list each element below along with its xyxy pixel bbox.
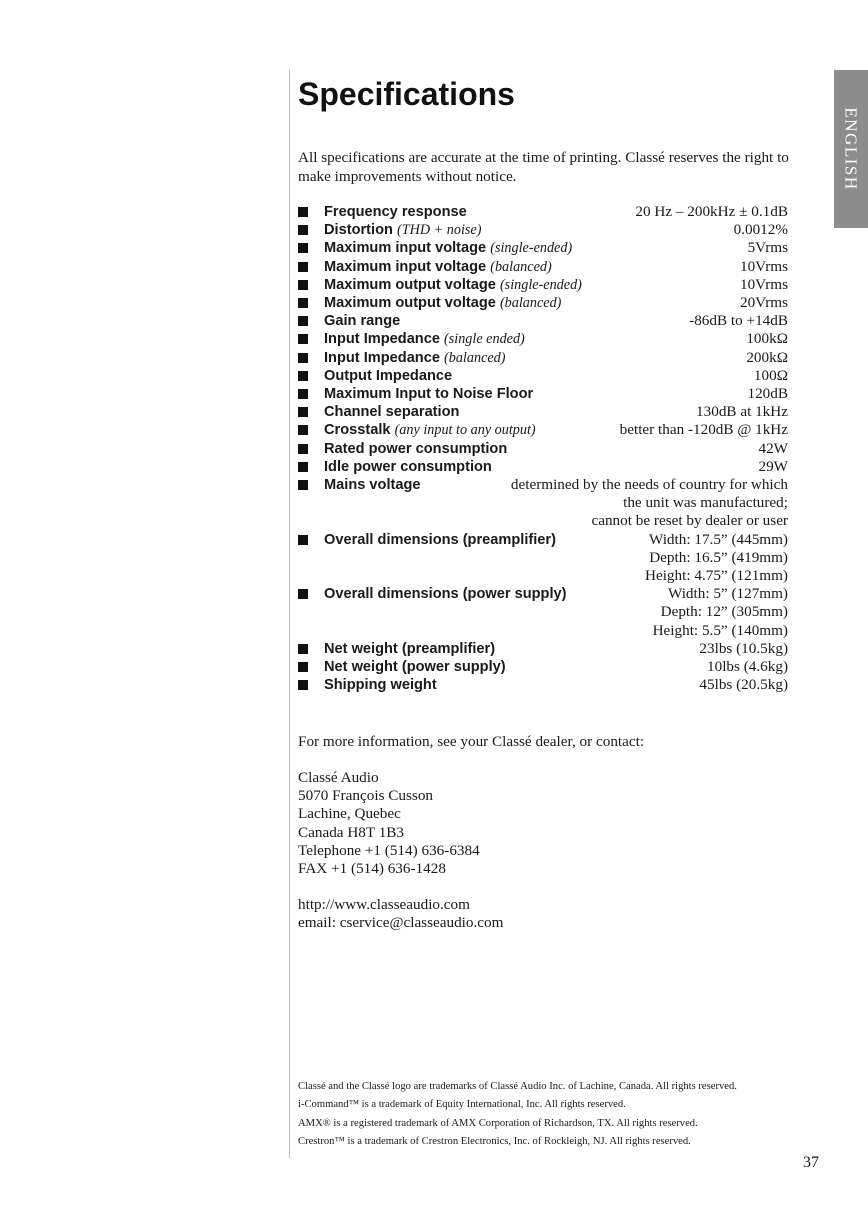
margin-rule xyxy=(289,70,290,1158)
spec-label-text: Distortion xyxy=(324,222,393,239)
spec-value-line: 10Vrms xyxy=(739,257,788,275)
spec-value-line: 20 Hz – 200kHz ± 0.1dB xyxy=(635,203,788,220)
address-line: Canada H8T 1B3 xyxy=(298,823,405,841)
spec-row xyxy=(298,676,788,694)
spec-qualifier: (single-ended) xyxy=(490,240,573,257)
spec-label-text: Maximum Input to Noise Floor xyxy=(324,386,534,403)
spec-row xyxy=(298,258,788,276)
spec-label xyxy=(324,531,556,549)
square-bullet-icon xyxy=(298,662,308,672)
spec-label-text: Maximum output voltage xyxy=(324,276,496,293)
spec-row xyxy=(298,531,788,586)
trademark-line: i-Command™ is a trademark of Equity International, Inc. All rights reserved. xyxy=(298,1099,626,1111)
spec-qualifier: (single ended) xyxy=(444,331,525,348)
address-line: Lachine, Quebec xyxy=(298,805,401,823)
intro-paragraph xyxy=(298,149,798,186)
spec-row xyxy=(298,349,788,367)
language-tab xyxy=(834,70,868,228)
spec-row xyxy=(298,440,788,458)
spec-label xyxy=(324,403,459,421)
square-bullet-icon xyxy=(298,280,308,290)
spec-label xyxy=(324,440,507,458)
spec-qualifier: (balanced) xyxy=(444,349,506,366)
spec-value-line: 100kΩ xyxy=(746,330,788,348)
page-number: 37 xyxy=(803,1154,819,1171)
trademark-line: Crestron™ is a trademark of Crestron Electronics, Inc. of Rockleigh, NJ. All rights reserved. xyxy=(298,1135,691,1147)
spec-value-line: Depth: 16.5” (419mm) xyxy=(649,548,788,566)
page-title: Specifications xyxy=(298,76,515,112)
spec-value-line: the unit was manufactured; xyxy=(623,494,788,512)
spec-row xyxy=(298,330,788,348)
spec-row xyxy=(298,367,788,385)
spec-row xyxy=(298,458,788,476)
spec-label-text: Maximum output voltage xyxy=(324,295,496,312)
square-bullet-icon xyxy=(298,262,308,272)
square-bullet-icon xyxy=(298,334,308,344)
spec-value-line: better than -120dB @ 1kHz xyxy=(619,421,788,439)
spec-label xyxy=(324,658,506,676)
square-bullet-icon xyxy=(298,444,308,454)
spec-row xyxy=(298,203,788,221)
address-block xyxy=(298,769,480,878)
spec-value-line: 20Vrms xyxy=(739,294,788,312)
spec-label xyxy=(324,367,452,385)
address-line: Telephone +1 (514) 636-6384 xyxy=(298,841,480,859)
spec-label-text: Net weight (preamplifier) xyxy=(324,640,496,657)
spec-label-text: Crosstalk xyxy=(324,422,391,439)
spec-label xyxy=(324,203,467,221)
spec-label xyxy=(324,276,582,294)
spec-label-text: Gain range xyxy=(324,313,401,330)
address-line: FAX +1 (514) 636-1428 xyxy=(298,860,446,878)
spec-value-line: 45lbs (20.5kg) xyxy=(699,676,788,694)
square-bullet-icon xyxy=(298,243,308,253)
square-bullet-icon xyxy=(298,298,308,308)
spec-list xyxy=(298,203,788,694)
spec-label-text: Overall dimensions (preamplifier) xyxy=(324,531,556,548)
spec-value-line: 5Vrms xyxy=(747,239,788,257)
spec-label-text: Maximum input voltage xyxy=(324,240,487,257)
spec-label-text: Input Impedance xyxy=(324,349,440,366)
spec-row xyxy=(298,640,788,658)
spec-row xyxy=(298,421,788,439)
spec-label xyxy=(324,640,495,658)
spec-row xyxy=(298,476,788,531)
spec-value-line: 29W xyxy=(758,457,788,475)
spec-qualifier: (balanced) xyxy=(490,258,552,275)
email-address: email: cservice@classeaudio.com xyxy=(298,914,504,932)
spec-row xyxy=(298,585,788,640)
intro-line: All specifications are accurate at the time of printing. Classé reserves the right to xyxy=(298,149,789,166)
spec-value-line: determined by the needs of country for which xyxy=(510,476,788,494)
spec-value-line: 0.0012% xyxy=(733,221,788,239)
spec-label-text: Output Impedance xyxy=(324,367,453,384)
spec-value-line: Width: 5” (127mm) xyxy=(667,585,788,603)
spec-qualifier: (any input to any output) xyxy=(394,422,536,439)
spec-row xyxy=(298,403,788,421)
spec-value-line: 120dB xyxy=(747,385,788,403)
square-bullet-icon xyxy=(298,316,308,326)
square-bullet-icon xyxy=(298,644,308,654)
spec-label-text: Frequency response xyxy=(324,204,467,220)
square-bullet-icon xyxy=(298,480,308,490)
spec-label-text: Maximum input voltage xyxy=(324,258,487,275)
square-bullet-icon xyxy=(298,389,308,399)
spec-label xyxy=(324,239,572,257)
spec-value-line: 23lbs (10.5kg) xyxy=(699,639,788,657)
spec-label-text: Channel separation xyxy=(324,404,460,421)
spec-label xyxy=(324,421,536,439)
square-bullet-icon xyxy=(298,407,308,417)
spec-value-line: Width: 17.5” (445mm) xyxy=(648,530,788,548)
spec-row xyxy=(298,658,788,676)
square-bullet-icon xyxy=(298,535,308,545)
spec-label-text: Idle power consumption xyxy=(324,458,492,475)
trademark-line: Classé and the Classé logo are trademarks of Classé Audio Inc. of Lachine, Canada. All rights reserved. xyxy=(298,1081,737,1092)
square-bullet-icon xyxy=(298,371,308,381)
address-line: 5070 François Cusson xyxy=(298,787,434,805)
spec-label xyxy=(324,312,400,330)
spec-label xyxy=(324,385,533,403)
square-bullet-icon xyxy=(298,225,308,235)
spec-row xyxy=(298,221,788,239)
spec-value-line: -86dB to +14dB xyxy=(689,312,788,330)
square-bullet-icon xyxy=(298,207,308,217)
spec-label-text: Shipping weight xyxy=(324,677,437,694)
spec-value-line: Depth: 12” (305mm) xyxy=(660,603,788,621)
square-bullet-icon xyxy=(298,589,308,599)
spec-value-line: 10lbs (4.6kg) xyxy=(707,658,788,676)
web-contact-block xyxy=(298,896,503,932)
spec-label xyxy=(324,294,561,312)
spec-label xyxy=(324,585,566,603)
spec-value-line: Height: 4.75” (121mm) xyxy=(645,567,788,585)
spec-label xyxy=(324,258,552,276)
spec-value-line: 130dB at 1kHz xyxy=(696,403,788,421)
spec-row xyxy=(298,276,788,294)
spec-value-line: 100Ω xyxy=(753,366,788,384)
spec-label xyxy=(324,330,525,348)
contact-intro-text: For more information, see your Classé dealer, or contact: xyxy=(298,733,645,750)
spec-qualifier: (balanced) xyxy=(499,295,562,312)
language-tab-label: ENGLISH xyxy=(842,107,861,191)
spec-label xyxy=(324,221,481,239)
spec-row xyxy=(298,239,788,257)
spec-value-line: 42W xyxy=(758,439,788,457)
square-bullet-icon xyxy=(298,680,308,690)
address-line: Classé Audio xyxy=(298,769,379,786)
spec-label-text: Mains voltage xyxy=(324,477,421,494)
spec-row xyxy=(298,294,788,312)
spec-label xyxy=(324,476,421,494)
contact-intro xyxy=(298,733,644,751)
website-url: http://www.classeaudio.com xyxy=(298,896,470,913)
spec-qualifier: (THD + noise) xyxy=(396,222,482,239)
trademark-notes xyxy=(298,1078,737,1151)
spec-value-line: 200kΩ xyxy=(746,348,788,366)
spec-label xyxy=(324,458,492,476)
spec-value-line: Height: 5.5” (140mm) xyxy=(652,621,788,639)
spec-row xyxy=(298,385,788,403)
intro-line: make improvements without notice. xyxy=(298,167,517,185)
spec-label xyxy=(324,349,505,367)
spec-value-line: 10Vrms xyxy=(739,275,788,293)
spec-label-text: Overall dimensions (power supply) xyxy=(324,586,567,603)
trademark-line: AMX® is a registered trademark of AMX Corporation of Richardson, TX. All rights reserved. xyxy=(298,1117,698,1129)
spec-label-text: Rated power consumption xyxy=(324,440,508,457)
spec-label-text: Input Impedance xyxy=(324,331,440,348)
spec-label-text: Net weight (power supply) xyxy=(324,659,506,676)
spec-qualifier: (single-ended) xyxy=(499,276,582,293)
spec-row xyxy=(298,312,788,330)
spec-label xyxy=(324,676,437,694)
spec-value-line: cannot be reset by dealer or user xyxy=(591,512,788,530)
square-bullet-icon xyxy=(298,425,308,435)
square-bullet-icon xyxy=(298,462,308,472)
square-bullet-icon xyxy=(298,353,308,363)
